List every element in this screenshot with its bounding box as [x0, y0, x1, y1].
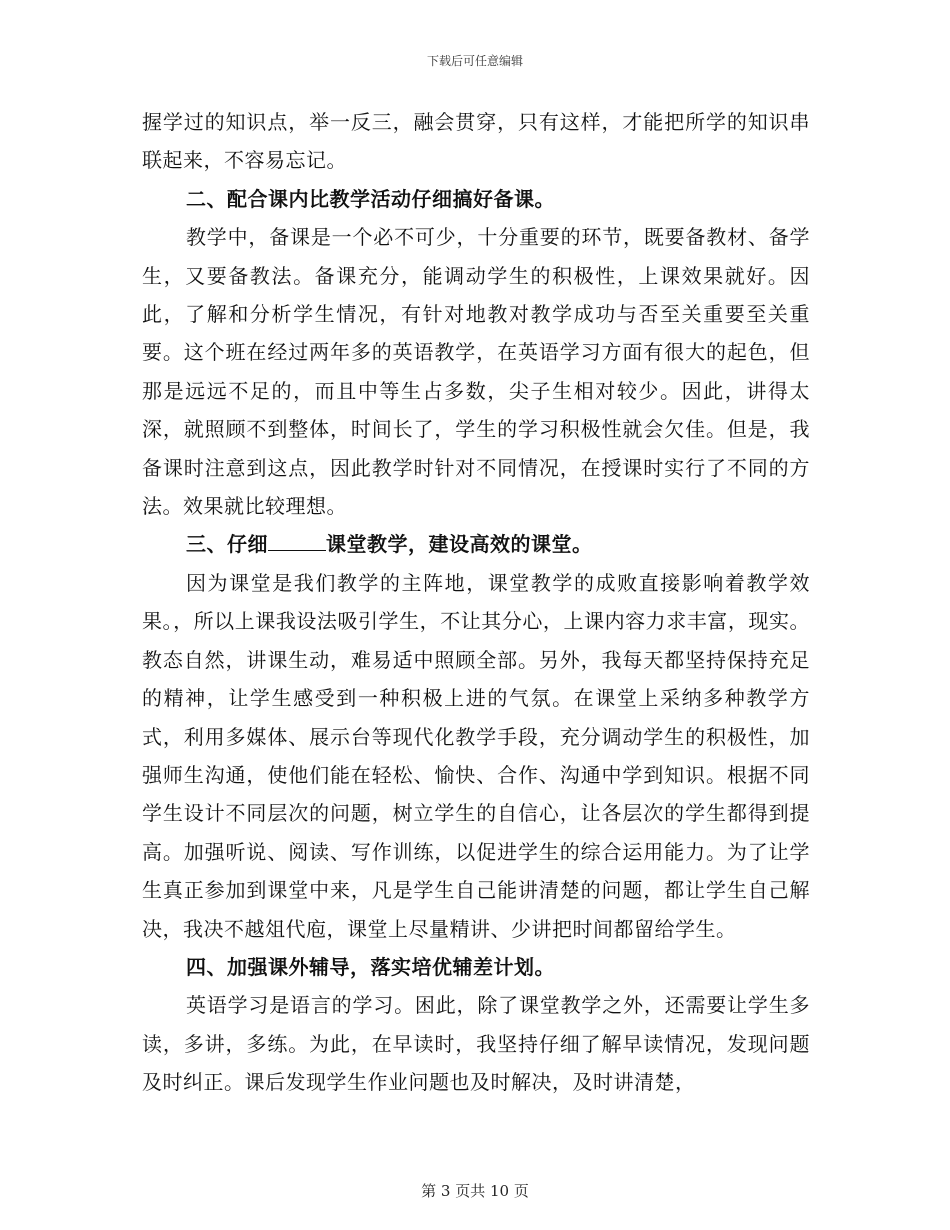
paragraph-extracurricular: 英语学习是语言的学习。困此，除了课堂教学之外，还需要让学生多读，多讲，多练。为此，在早读时，我坚持仔细了解早读情况，发现问题及时纠正。课后发现学生作业问题也及时解决，及时讲清楚， — [142, 993, 810, 1095]
heading-3-suffix: 课堂教学，建设高效的课堂。 — [326, 532, 593, 557]
page-header: 下载后可任意编辑 — [426, 54, 523, 68]
fill-in-blank — [268, 550, 326, 551]
paragraph-lesson-prep: 教学中，备课是一个必不可少，十分重要的环节，既要备教材、备学生，又要备教法。备课充分，能调动学生的积极性，上课效果就好。因此，了解和分析学生情况，有针对地教对教学成功与否至关重要至关重要。这个班在经过两年多的英语教学，在英语学习方面有很大的起色，但那是远远不足的，而且中等生占多数，尖子生相对较少。因此，讲得太深，就照顾不到整体，时间长了，学生的学习积极性就会欠佳。但是，我备课时注意到这点，因此教学时针对不同情况，在授课时实行了不同的方法。效果就比较理想。 — [142, 225, 810, 519]
section-heading-4: 四、加强课外辅导，落实培优辅差计划。 — [186, 954, 555, 979]
document-body — [142, 103, 810, 1102]
section-heading-3 — [142, 525, 810, 563]
page-footer: 第 3 页共 10 页 — [421, 1182, 529, 1200]
paragraph-continued: 握学过的知识点，举一反三，融会贯穿，只有这样，才能把所学的知识串联起来，不容易忘记。 — [142, 110, 810, 173]
section-heading-2: 二、配合课内比教学活动仔细搞好备课。 — [186, 186, 555, 211]
heading-3-prefix: 三、仔细 — [186, 532, 268, 557]
paragraph-classroom-teaching: 因为课堂是我们教学的主阵地，课堂教学的成败直接影响着教学效果。，所以上课我设法吸引学生，不让其分心，上课内容力求丰富，现实。教态自然，讲课生动，难易适中照顾全部。另外，我每天都坚持保持充足的精神，让学生感受到一种积极上进的气氛。在课堂上采纳多种教学方式，利用多媒体、展示台等现代化教学手段，充分调动学生的积极性，加强师生沟通，使他们能在轻松、愉快、合作、沟通中学到知识。根据不同学生设计不同层次的问题，树立学生的自信心，让各层次的学生都得到提高。加强听说、阅读、写作训练，以促进学生的综合运用能力。为了让学生真正参加到课堂中来，凡是学生自己能讲清楚的问题，都让学生自己解决，我决不越俎代庖，课堂上尽量精讲、少讲把时间都留给学生。 — [142, 570, 810, 941]
